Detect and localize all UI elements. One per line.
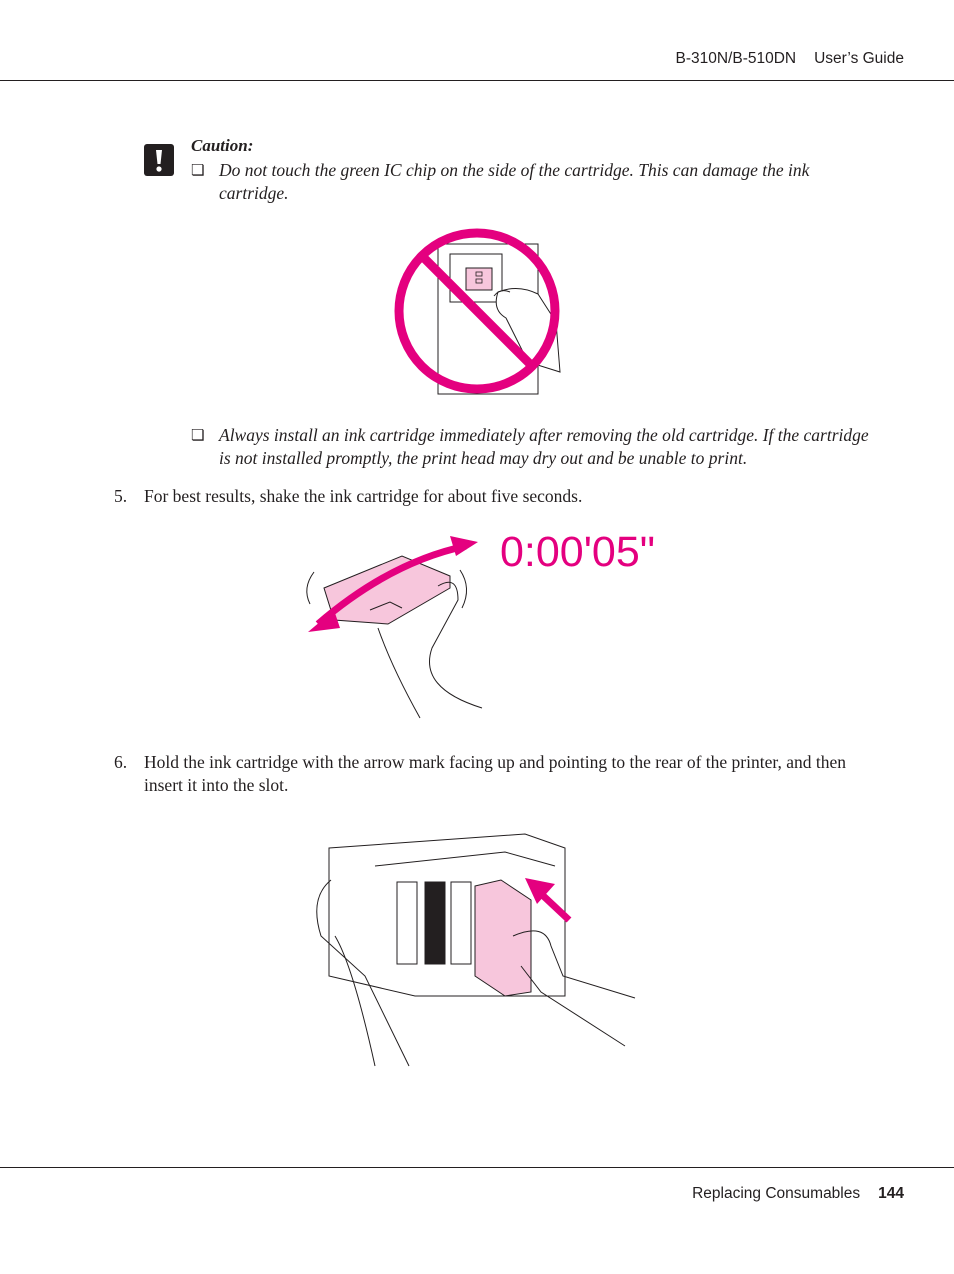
insert-cartridge-illustration [305, 826, 645, 1071]
caution-icon [144, 144, 174, 176]
page-footer [692, 1185, 904, 1203]
step-text: Hold the ink cartridge with the arrow mark facing up and pointing to the rear of the printer, and then insert it into the slot. [144, 752, 846, 795]
checkbox-bullet-icon: ❏ [191, 161, 205, 179]
footer-section: Replacing Consumables [692, 1185, 861, 1202]
step-text: For best results, shake the ink cartridge for about five seconds. [144, 486, 583, 506]
shake-cartridge-illustration [290, 528, 670, 724]
header-rule [0, 80, 954, 81]
step-number: 6. [114, 752, 128, 772]
shake-timer: 0:00'05" [500, 528, 655, 576]
caution-bullet-text: Do not touch the green IC chip on the side of the cartridge. This can damage the ink cartridge. [219, 160, 810, 203]
do-not-touch-chip-illustration [388, 222, 568, 400]
page-header [676, 50, 905, 68]
header-model: B-310N/B-510DN [675, 50, 797, 67]
page-number: 144 [878, 1185, 904, 1202]
header-guide: User’s Guide [814, 50, 904, 67]
step-number: 5. [114, 486, 128, 506]
footer-rule [0, 1167, 954, 1168]
caution-bullet-text: Always install an ink cartridge immediately after removing the old cartridge. If the cartridge is not installed promptly, the print head may dry out and be unable to print. [219, 425, 869, 468]
checkbox-bullet-icon: ❏ [191, 426, 205, 444]
caution-title: Caution: [191, 136, 254, 155]
